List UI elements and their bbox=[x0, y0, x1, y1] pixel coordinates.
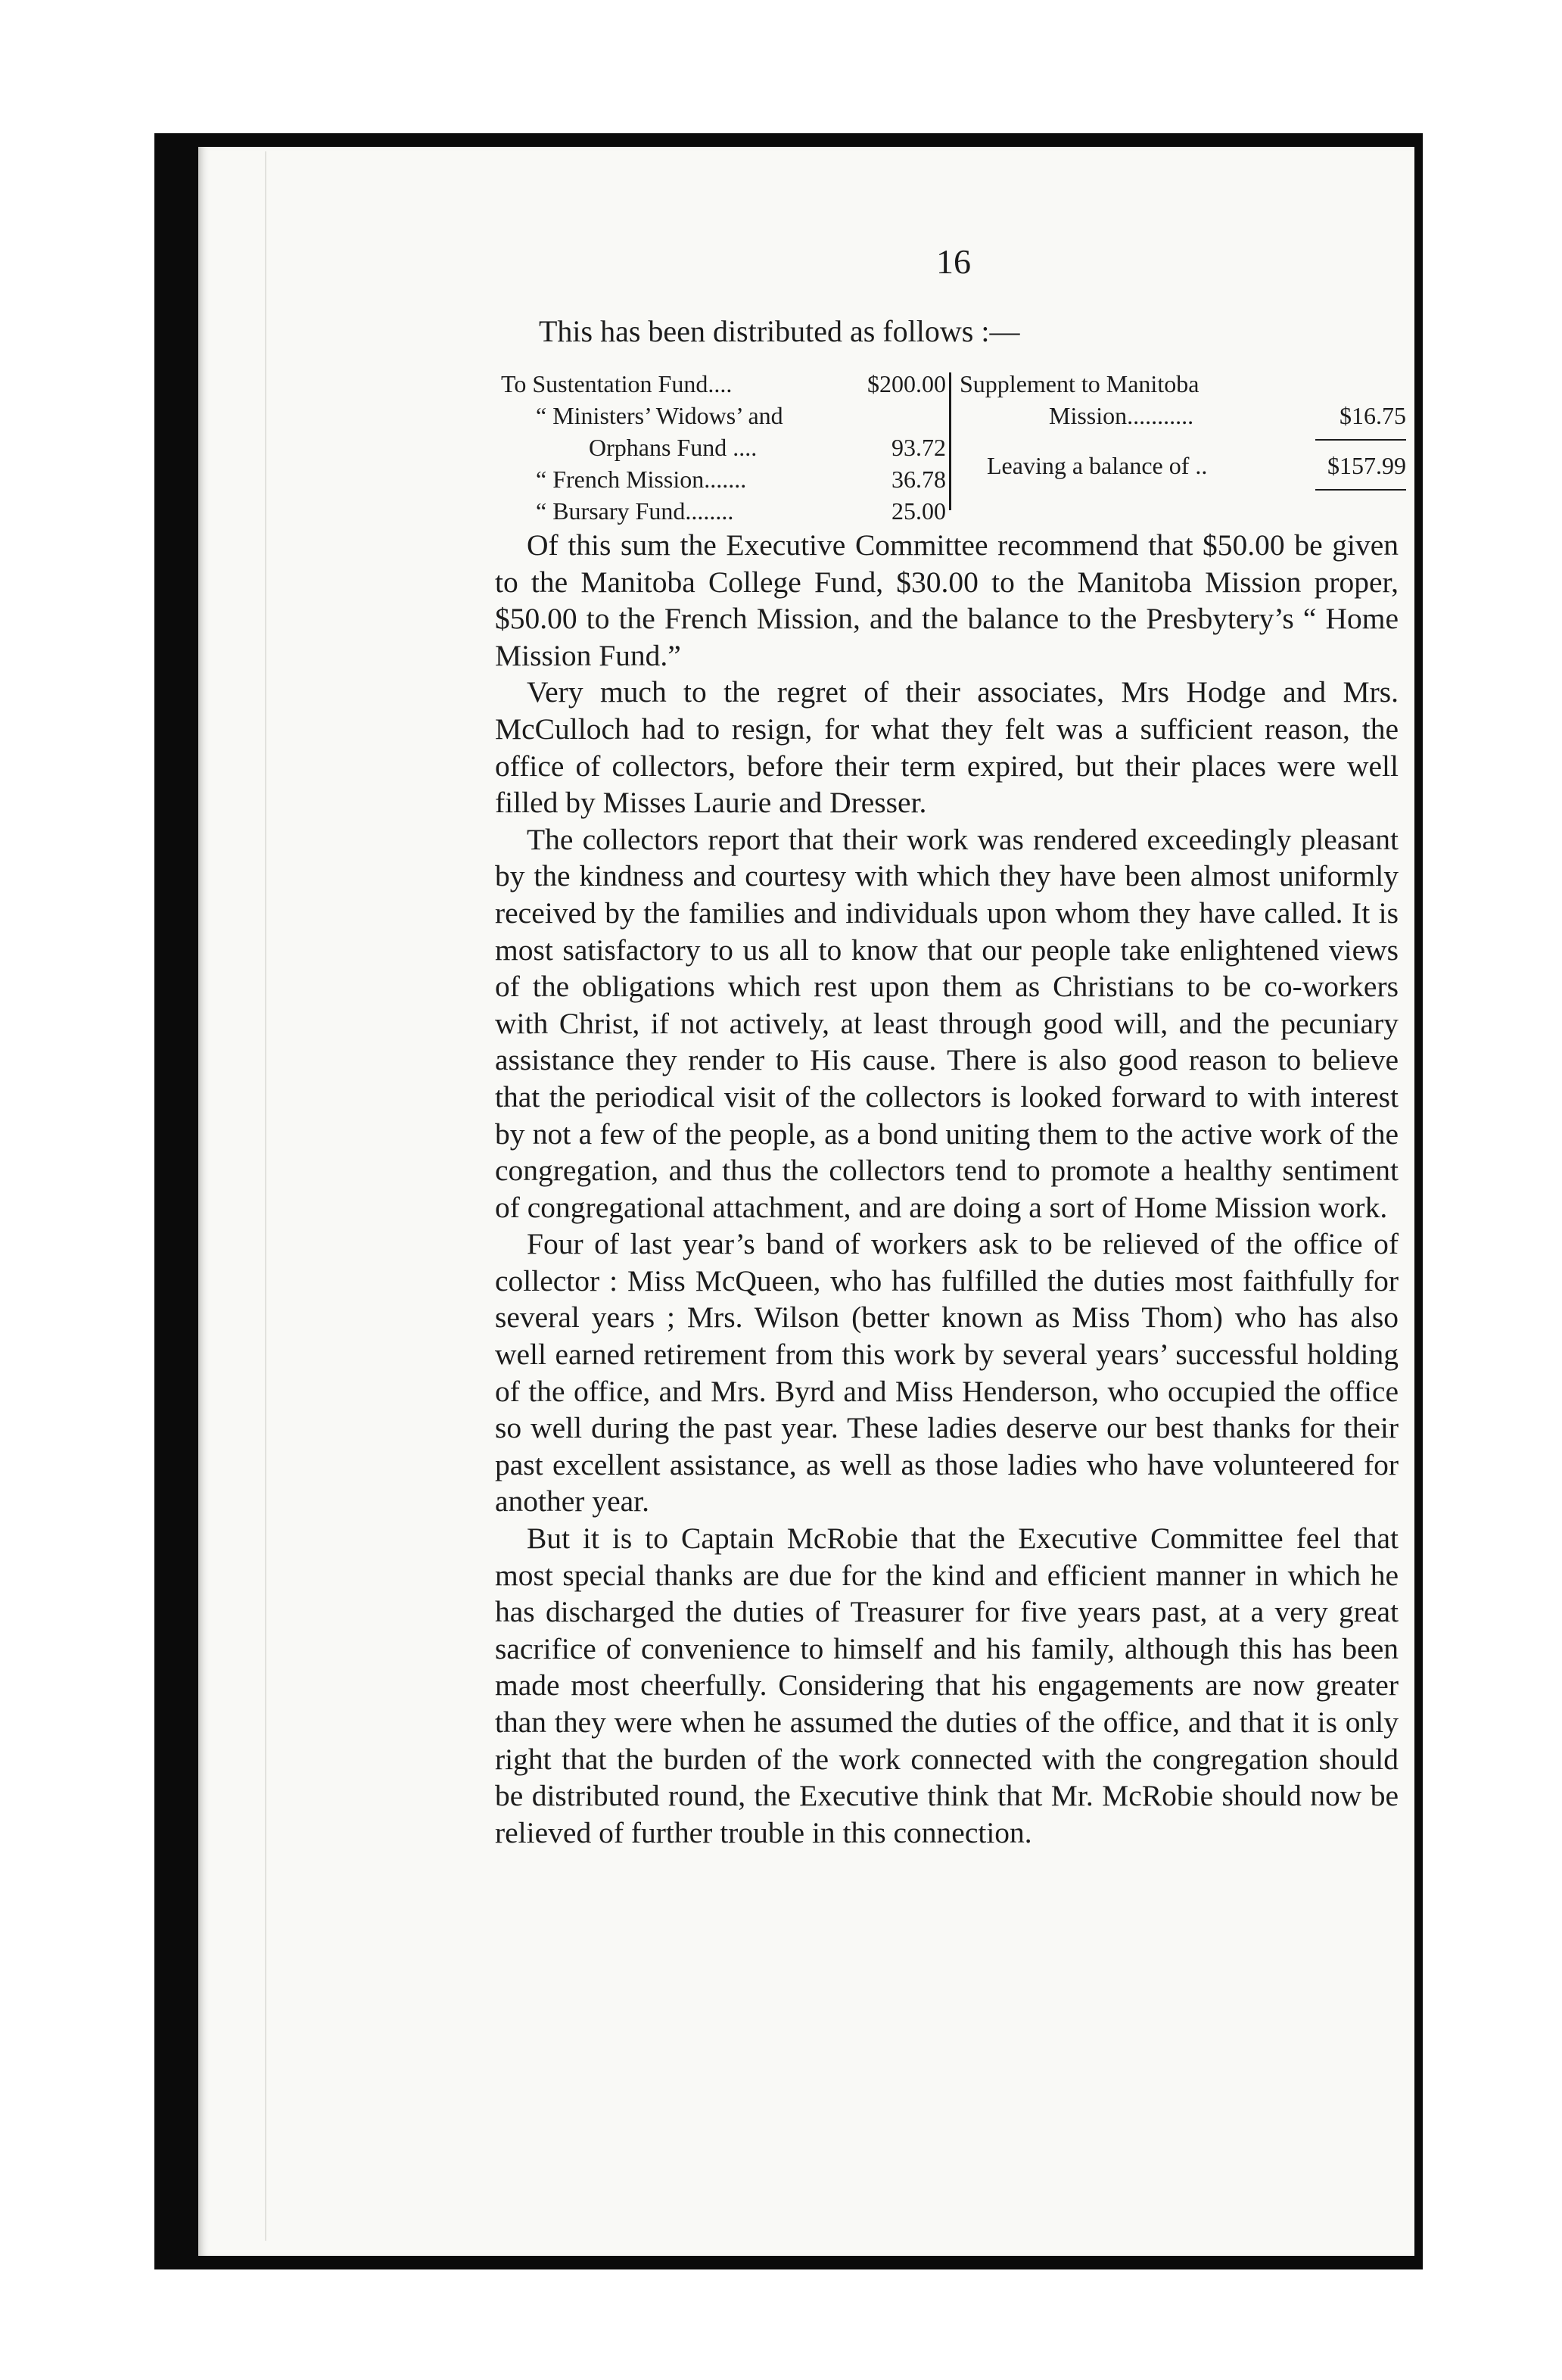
balance-row bbox=[960, 450, 1406, 481]
balance-amount: $157.99 bbox=[1327, 452, 1406, 479]
supplement-row bbox=[960, 400, 1406, 431]
paragraph: The collectors report that their work was rendered exceedingly pleasant by the kindness and courtesy with which they have been almost uniformly received by the families and individuals upon whom they have called. It is most satisfactory to us all to know that our people take enlightened views of the obligations which rest upon them as Christians to be co-workers with Christ, if not actively, at least through good will, and the pecuniary assistance they render to His cause. There is also good reason to believe that the periodical visit of the collectors is looked forward to with interest by not a few of the people, as a bond uniting them to the active work of the congregation, and thus the collectors tend to promote a healthy sentiment of congregational attachment, and are doing a sort of Home Mission work. bbox=[495, 822, 1399, 1224]
fund-amount: 36.78 bbox=[891, 466, 946, 493]
paragraph: But it is to Captain McRobie that the Executive Committee feel that most special thanks are due for the kind and efficient manner in which he has discharged the duties of Treasurer for five years past, at a very great sacrifice of convenience to himself and his family, although this has been made most cheerfully. Considering that his engagements are now greater than they were when he assumed the duties of the office, and that it is only right that the burden of the work connected with the congregation should be distributed round, the Executive think that Mr. McRobie should now be relieved of further trouble in this connection. bbox=[495, 1522, 1399, 1849]
paragraph: Very much to the regret of their associates, Mrs Hodge and Mrs. McCulloch had to resign, for what they felt was a sufficient reason, the office of collectors, before their term expired, but their places were well filled by Misses Laurie and Dresser. bbox=[495, 675, 1399, 820]
paragraph: Four of last year’s band of workers ask to be relieved of the office of collector : Miss McQueen, who has fulfilled the duties most faithfully for several years ; Mrs. Wilson (better known as Miss Thom) who has also well earned retirement from this work by several years’ successful holding of the office, and Mrs. Byrd and Miss Henderson, who occupied the office so well during the past year. These ladies deserve our best thanks for their past excellent assistance, as well as those ladies who have volunteered for another year. bbox=[495, 1227, 1399, 1519]
fund-summary bbox=[960, 368, 1406, 500]
fund-label: “ Bursary Fund........ bbox=[536, 497, 734, 525]
page-number: 16 bbox=[936, 242, 971, 281]
column-divider bbox=[949, 372, 951, 510]
fund-row bbox=[501, 431, 946, 463]
fund-label: “ Ministers’ Widows’ and bbox=[536, 402, 783, 429]
supplement-mission-label: Mission........... bbox=[1049, 402, 1194, 429]
paragraph: Of this sum the Executive Committee recommend that $50.00 be given to the Manitoba College Fund, $30.00 to the Manitoba Mission proper, $50.00 to the French Mission, and the balance to the Presbytery’s “ Home Mission Fund.” bbox=[495, 528, 1399, 672]
fund-amount: $200.00 bbox=[867, 370, 946, 397]
supplement-heading bbox=[960, 368, 1406, 400]
supplement-label: Supplement to Manitoba bbox=[960, 370, 1200, 397]
fund-row bbox=[501, 463, 946, 495]
balance-label: Leaving a balance of .. bbox=[987, 452, 1208, 479]
report-body bbox=[495, 527, 1399, 1851]
fund-row bbox=[501, 400, 946, 431]
fund-label: Orphans Fund .... bbox=[589, 434, 758, 461]
binding-edge bbox=[265, 151, 266, 2241]
fund-amount: 93.72 bbox=[891, 434, 946, 461]
fund-row bbox=[501, 368, 946, 400]
rule-line bbox=[1315, 439, 1406, 441]
fund-row bbox=[501, 495, 946, 527]
fund-label: To Sustentation Fund.... bbox=[501, 370, 733, 397]
fund-list bbox=[501, 368, 946, 527]
supplement-amount: $16.75 bbox=[1340, 402, 1406, 429]
fund-amount: 25.00 bbox=[891, 497, 946, 525]
rule-line bbox=[1315, 489, 1406, 491]
fund-label: “ French Mission....... bbox=[536, 466, 747, 493]
distribution-intro: This has been distributed as follows :— bbox=[539, 314, 1020, 348]
